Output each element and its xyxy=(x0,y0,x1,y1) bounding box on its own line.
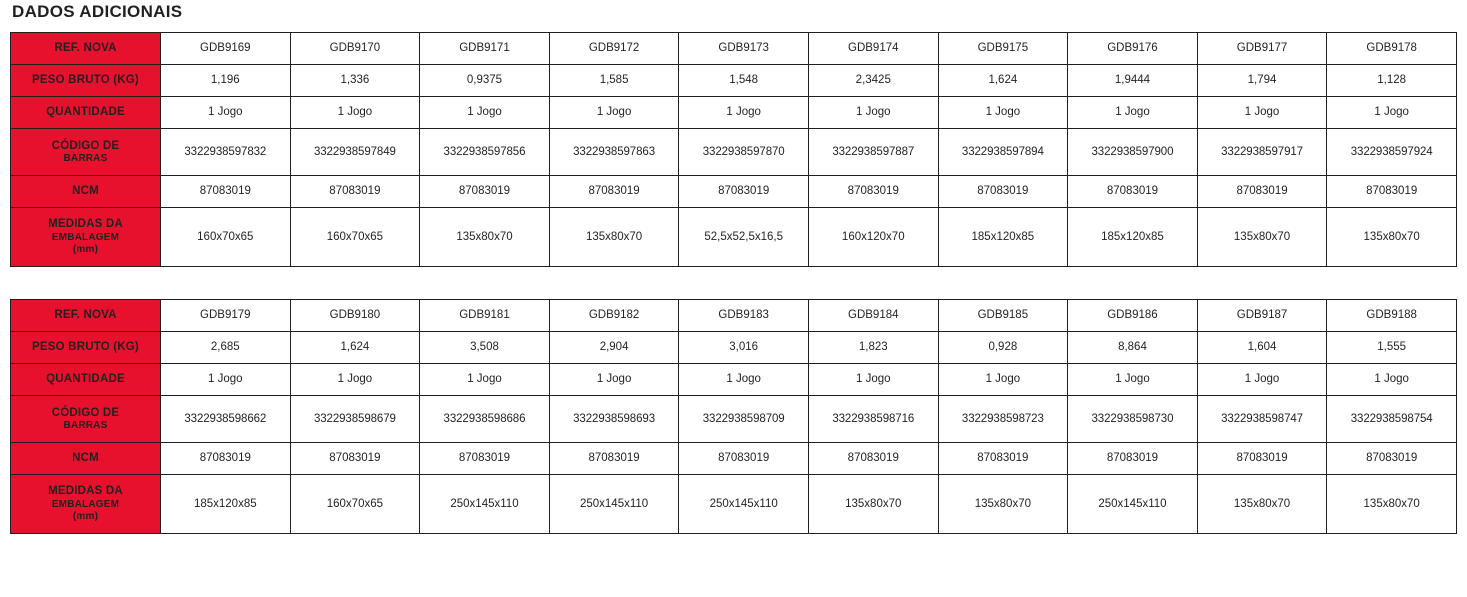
table-row xyxy=(11,176,1457,208)
cell-medidas: 135x80x70 xyxy=(1327,475,1457,534)
cell-quantidade: 1 Jogo xyxy=(161,364,291,396)
cell-barras: 3322938598754 xyxy=(1327,396,1457,443)
cell-barras: 3322938597924 xyxy=(1327,129,1457,176)
cell-quantidade: 1 Jogo xyxy=(420,97,550,129)
cell-quantidade: 1 Jogo xyxy=(420,364,550,396)
row-label-medidas-line1: MEDIDAS DA xyxy=(48,485,123,498)
table-row xyxy=(11,396,1457,443)
row-label-codigo-barras xyxy=(11,396,161,443)
cell-medidas: 135x80x70 xyxy=(420,208,550,267)
cell-ncm: 87083019 xyxy=(1068,176,1198,208)
row-label-codigo-barras-line1: CÓDIGO DE xyxy=(51,139,120,152)
cell-medidas: 185x120x85 xyxy=(1068,208,1198,267)
row-label-ncm: NCM xyxy=(11,176,161,208)
row-label-ref: REF. NOVA xyxy=(11,33,161,65)
cell-medidas: 52,5x52,5x16,5 xyxy=(679,208,809,267)
cell-peso: 1,624 xyxy=(290,332,420,364)
table-row xyxy=(11,129,1457,176)
cell-ref: GDB9172 xyxy=(549,33,679,65)
cell-ncm: 87083019 xyxy=(161,443,291,475)
cell-peso: 1,604 xyxy=(1197,332,1327,364)
row-label-quantidade: QUANTIDADE xyxy=(11,97,161,129)
cell-ref: GDB9179 xyxy=(161,300,291,332)
row-label-ncm: NCM xyxy=(11,443,161,475)
cell-ncm: 87083019 xyxy=(938,176,1068,208)
cell-peso: 1,624 xyxy=(938,65,1068,97)
cell-peso: 0,928 xyxy=(938,332,1068,364)
cell-peso: 2,904 xyxy=(549,332,679,364)
cell-barras: 3322938598723 xyxy=(938,396,1068,443)
cell-quantidade: 1 Jogo xyxy=(679,364,809,396)
cell-ref: GDB9169 xyxy=(161,33,291,65)
cell-peso: 2,3425 xyxy=(808,65,938,97)
cell-quantidade: 1 Jogo xyxy=(161,97,291,129)
cell-quantidade: 1 Jogo xyxy=(549,364,679,396)
cell-barras: 3322938597894 xyxy=(938,129,1068,176)
cell-ncm: 87083019 xyxy=(1068,443,1198,475)
spec-table-1 xyxy=(10,32,1457,267)
cell-ref: GDB9183 xyxy=(679,300,809,332)
cell-quantidade: 1 Jogo xyxy=(1327,97,1457,129)
table-row xyxy=(11,97,1457,129)
row-label-medidas-line2: EMBALAGEM xyxy=(51,498,120,510)
cell-ncm: 87083019 xyxy=(1197,176,1327,208)
cell-barras: 3322938598747 xyxy=(1197,396,1327,443)
table-row xyxy=(11,300,1457,332)
cell-quantidade: 1 Jogo xyxy=(549,97,679,129)
cell-barras: 3322938598716 xyxy=(808,396,938,443)
cell-ref: GDB9181 xyxy=(420,300,550,332)
row-label-medidas-line2: EMBALAGEM xyxy=(51,231,120,243)
table-row xyxy=(11,208,1457,267)
cell-medidas: 160x70x65 xyxy=(161,208,291,267)
row-label-codigo-barras-line2: BARRAS xyxy=(63,419,108,431)
cell-barras: 3322938597832 xyxy=(161,129,291,176)
cell-barras: 3322938597887 xyxy=(808,129,938,176)
row-label-codigo-barras xyxy=(11,129,161,176)
cell-ncm: 87083019 xyxy=(808,443,938,475)
cell-medidas: 250x145x110 xyxy=(1068,475,1198,534)
cell-peso: 1,336 xyxy=(290,65,420,97)
cell-ncm: 87083019 xyxy=(808,176,938,208)
cell-ncm: 87083019 xyxy=(290,443,420,475)
cell-ncm: 87083019 xyxy=(549,176,679,208)
table-row xyxy=(11,475,1457,534)
cell-barras: 3322938598693 xyxy=(549,396,679,443)
cell-quantidade: 1 Jogo xyxy=(290,97,420,129)
cell-medidas: 135x80x70 xyxy=(549,208,679,267)
cell-barras: 3322938597863 xyxy=(549,129,679,176)
cell-medidas: 135x80x70 xyxy=(1197,208,1327,267)
document-page xyxy=(0,2,1467,597)
cell-ref: GDB9171 xyxy=(420,33,550,65)
row-label-codigo-barras-line1: CÓDIGO DE xyxy=(51,406,120,419)
cell-ncm: 87083019 xyxy=(290,176,420,208)
cell-ref: GDB9177 xyxy=(1197,33,1327,65)
cell-medidas: 185x120x85 xyxy=(938,208,1068,267)
page-title: DADOS ADICIONAIS xyxy=(12,2,183,21)
cell-medidas: 250x145x110 xyxy=(420,475,550,534)
cell-ref: GDB9186 xyxy=(1068,300,1198,332)
cell-barras: 3322938597856 xyxy=(420,129,550,176)
cell-peso: 3,508 xyxy=(420,332,550,364)
cell-peso: 1,823 xyxy=(808,332,938,364)
cell-ref: GDB9178 xyxy=(1327,33,1457,65)
cell-ncm: 87083019 xyxy=(549,443,679,475)
cell-ncm: 87083019 xyxy=(1327,176,1457,208)
cell-ncm: 87083019 xyxy=(679,176,809,208)
cell-ref: GDB9175 xyxy=(938,33,1068,65)
cell-ncm: 87083019 xyxy=(938,443,1068,475)
cell-ncm: 87083019 xyxy=(1327,443,1457,475)
cell-medidas: 160x120x70 xyxy=(808,208,938,267)
cell-barras: 3322938598679 xyxy=(290,396,420,443)
row-label-medidas-line3: (mm) xyxy=(72,511,99,523)
cell-medidas: 250x145x110 xyxy=(549,475,679,534)
row-label-medidas xyxy=(11,475,161,534)
cell-medidas: 135x80x70 xyxy=(1327,208,1457,267)
cell-quantidade: 1 Jogo xyxy=(1068,364,1198,396)
cell-peso: 1,548 xyxy=(679,65,809,97)
table-row xyxy=(11,33,1457,65)
cell-barras: 3322938598709 xyxy=(679,396,809,443)
cell-ref: GDB9173 xyxy=(679,33,809,65)
cell-peso: 1,196 xyxy=(161,65,291,97)
spec-table-2 xyxy=(10,299,1457,534)
cell-barras: 3322938598730 xyxy=(1068,396,1198,443)
cell-ref: GDB9185 xyxy=(938,300,1068,332)
cell-barras: 3322938597849 xyxy=(290,129,420,176)
cell-ref: GDB9180 xyxy=(290,300,420,332)
cell-ncm: 87083019 xyxy=(161,176,291,208)
cell-peso: 1,555 xyxy=(1327,332,1457,364)
cell-barras: 3322938597917 xyxy=(1197,129,1327,176)
cell-medidas: 185x120x85 xyxy=(161,475,291,534)
table-row xyxy=(11,443,1457,475)
cell-quantidade: 1 Jogo xyxy=(1068,97,1198,129)
row-label-peso: PESO BRUTO (KG) xyxy=(11,65,161,97)
cell-peso: 2,685 xyxy=(161,332,291,364)
row-label-ref: REF. NOVA xyxy=(11,300,161,332)
cell-barras: 3322938598662 xyxy=(161,396,291,443)
cell-ref: GDB9187 xyxy=(1197,300,1327,332)
cell-peso: 1,794 xyxy=(1197,65,1327,97)
cell-medidas: 160x70x65 xyxy=(290,208,420,267)
cell-quantidade: 1 Jogo xyxy=(1197,364,1327,396)
cell-quantidade: 1 Jogo xyxy=(1327,364,1457,396)
row-label-medidas-line3: (mm) xyxy=(72,244,99,256)
cell-ref: GDB9170 xyxy=(290,33,420,65)
cell-medidas: 250x145x110 xyxy=(679,475,809,534)
cell-medidas: 135x80x70 xyxy=(808,475,938,534)
cell-quantidade: 1 Jogo xyxy=(679,97,809,129)
row-label-peso: PESO BRUTO (KG) xyxy=(11,332,161,364)
cell-quantidade: 1 Jogo xyxy=(290,364,420,396)
cell-ref: GDB9188 xyxy=(1327,300,1457,332)
cell-ref: GDB9176 xyxy=(1068,33,1198,65)
cell-ncm: 87083019 xyxy=(679,443,809,475)
cell-peso: 1,585 xyxy=(549,65,679,97)
cell-quantidade: 1 Jogo xyxy=(808,364,938,396)
cell-quantidade: 1 Jogo xyxy=(938,364,1068,396)
cell-ref: GDB9182 xyxy=(549,300,679,332)
row-label-medidas-line1: MEDIDAS DA xyxy=(48,218,123,231)
cell-peso: 3,016 xyxy=(679,332,809,364)
cell-quantidade: 1 Jogo xyxy=(1197,97,1327,129)
cell-ncm: 87083019 xyxy=(420,443,550,475)
row-label-medidas xyxy=(11,208,161,267)
table-row xyxy=(11,65,1457,97)
cell-peso: 1,9444 xyxy=(1068,65,1198,97)
table-row xyxy=(11,332,1457,364)
cell-ref: GDB9184 xyxy=(808,300,938,332)
cell-barras: 3322938597870 xyxy=(679,129,809,176)
cell-ncm: 87083019 xyxy=(1197,443,1327,475)
cell-quantidade: 1 Jogo xyxy=(938,97,1068,129)
cell-peso: 1,128 xyxy=(1327,65,1457,97)
cell-peso: 0,9375 xyxy=(420,65,550,97)
cell-peso: 8,864 xyxy=(1068,332,1198,364)
cell-medidas: 135x80x70 xyxy=(1197,475,1327,534)
row-label-quantidade: QUANTIDADE xyxy=(11,364,161,396)
table-row xyxy=(11,364,1457,396)
cell-barras: 3322938598686 xyxy=(420,396,550,443)
cell-ref: GDB9174 xyxy=(808,33,938,65)
cell-quantidade: 1 Jogo xyxy=(808,97,938,129)
cell-medidas: 135x80x70 xyxy=(938,475,1068,534)
cell-medidas: 160x70x65 xyxy=(290,475,420,534)
row-label-codigo-barras-line2: BARRAS xyxy=(63,152,108,164)
cell-ncm: 87083019 xyxy=(420,176,550,208)
cell-barras: 3322938597900 xyxy=(1068,129,1198,176)
